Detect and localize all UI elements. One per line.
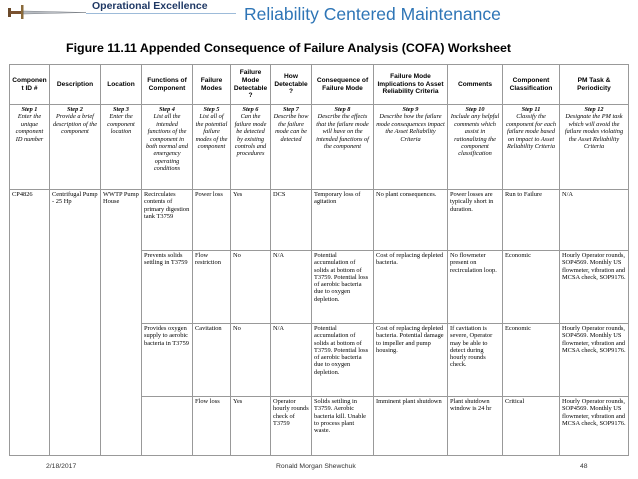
comments-cell: Plant shutdown window is 24 hr bbox=[448, 397, 503, 456]
consequence-cell: Temporary loss of agitation bbox=[312, 190, 374, 251]
brand-label: Operational Excellence bbox=[92, 0, 208, 12]
step-cell: Step 11 Classify the component for each failure mode based on impact to Asset Reliability Criteria bbox=[503, 105, 560, 190]
function-cell bbox=[142, 397, 193, 456]
function-cell: Prevents solids settling in T3759 bbox=[142, 251, 193, 324]
col-header: Component ID # bbox=[10, 65, 50, 105]
how-detectable-cell: Operator hourly rounds check of T3759 bbox=[271, 397, 312, 456]
implications-cell: Imminent plant shutdown bbox=[374, 397, 448, 456]
pm-task-cell: Hourly Operator rounds, SOP4569. Monthly US flowmeter, vibration and MCSA check, SOP9176. bbox=[560, 397, 629, 456]
step-cell: Step 5 List all of the potential failure modes of the component bbox=[193, 105, 231, 190]
step-cell: Step 12 Designate the PM task which will avoid the failure modes violating the Asset Reliability Criteria bbox=[560, 105, 629, 190]
detectable-cell: No bbox=[231, 251, 271, 324]
function-cell: Provides oxygen supply to aerobic bacteria in T3759 bbox=[142, 324, 193, 397]
consequence-cell: Solids settling in T3759. Aerobic bacteria kill. Unable to process plant waste. bbox=[312, 397, 374, 456]
step-cell: Step 10 Include any helpful comments which assist in rationalizing the component classification bbox=[448, 105, 503, 190]
col-header: Comments bbox=[448, 65, 503, 105]
classification-cell: Economic bbox=[503, 251, 560, 324]
col-header: Location bbox=[101, 65, 142, 105]
failure-mode-cell: Flow restriction bbox=[193, 251, 231, 324]
function-cell: Recirculates contents of primary digestion tank T3759 bbox=[142, 190, 193, 251]
step-cell: Step 3 Enter the component location bbox=[101, 105, 142, 190]
classification-cell: Run to Failure bbox=[503, 190, 560, 251]
col-header: Failure Modes bbox=[193, 65, 231, 105]
failure-mode-cell: Flow loss bbox=[193, 397, 231, 456]
component-location-cell: WWTP Pump House bbox=[101, 190, 142, 456]
pm-task-cell: Hourly Operator rounds, SOP4569. Monthly US flowmeter, vibration and MCSA check, SOP9176. bbox=[560, 251, 629, 324]
detectable-cell: Yes bbox=[231, 397, 271, 456]
steps-row bbox=[10, 105, 629, 190]
step-cell: Step 6 Can the failure mode be detected by existing controls and procedures bbox=[231, 105, 271, 190]
col-header: Consequence of Failure Mode bbox=[312, 65, 374, 105]
figure-title: Figure 11.11 Appended Consequence of Failure Analysis (COFA) Worksheet bbox=[66, 41, 512, 55]
step-cell: Step 2 Provide a brief description of the component bbox=[50, 105, 101, 190]
table-row bbox=[10, 190, 629, 251]
col-header: Failure Mode Implications to Asset Reliability Criteria bbox=[374, 65, 448, 105]
how-detectable-cell: N/A bbox=[271, 324, 312, 397]
footer-author: Ronald Morgan Shewchuk bbox=[276, 463, 356, 470]
implications-cell: No plant consequences. bbox=[374, 190, 448, 251]
component-description-cell: Centrifugal Pump - 25 Hp bbox=[50, 190, 101, 456]
component-id-cell: CP4826 bbox=[10, 190, 50, 456]
cofa-worksheet-table bbox=[9, 64, 629, 456]
col-header: PM Task & Periodicity bbox=[560, 65, 629, 105]
pm-task-cell: Hourly Operator rounds, SOP4569. Monthly US flowmeter, vibration and MCSA check, SOP9176. bbox=[560, 324, 629, 397]
col-header: Component Classification bbox=[503, 65, 560, 105]
failure-mode-cell: Cavitation bbox=[193, 324, 231, 397]
col-header: Failure Mode Detectable? bbox=[231, 65, 271, 105]
step-cell: Step 8 Describe the effects that the failure mode will have on the intended functions of the component bbox=[312, 105, 374, 190]
comments-cell: If cavitation is severe, Operator may be able to detect during hourly rounds check. bbox=[448, 324, 503, 397]
pm-task-cell: N/A bbox=[560, 190, 629, 251]
failure-mode-cell: Power loss bbox=[193, 190, 231, 251]
step-cell: Step 9 Describe how the failure mode consequences impact the Asset Reliability Criteria bbox=[374, 105, 448, 190]
consequence-cell: Potential accumulation of solids at bottom of T3759. Potential loss of aerobic bacteria due to oxygen depletion. bbox=[312, 251, 374, 324]
classification-cell: Critical bbox=[503, 397, 560, 456]
detectable-cell: Yes bbox=[231, 190, 271, 251]
sword-icon bbox=[6, 2, 88, 22]
col-header: How Detectable? bbox=[271, 65, 312, 105]
header-row bbox=[10, 65, 629, 105]
brand-underline bbox=[86, 13, 236, 14]
consequence-cell: Potential accumulation of solids at bottom of T3759. Potential loss of aerobic bacteria due to oxygen depletion. bbox=[312, 324, 374, 397]
comments-cell: No flowmeter present on recirculation loop. bbox=[448, 251, 503, 324]
page-title: Reliability Centered Maintenance bbox=[244, 4, 501, 24]
implications-cell: Cost of replacing depleted bacteria. bbox=[374, 251, 448, 324]
step-cell: Step 1 Enter the unique component ID number bbox=[10, 105, 50, 190]
col-header: Description bbox=[50, 65, 101, 105]
footer-date: 2/18/2017 bbox=[46, 463, 77, 470]
step-cell: Step 7 Describe how the failure mode can be detected bbox=[271, 105, 312, 190]
implications-cell: Cost of replacing depleted bacteria. Potential damage to impeller and pump housing. bbox=[374, 324, 448, 397]
col-header: Functions of Component bbox=[142, 65, 193, 105]
how-detectable-cell: DCS bbox=[271, 190, 312, 251]
step-cell: Step 4 List all the intended functions of the component in both normal and emergency operating conditions bbox=[142, 105, 193, 190]
how-detectable-cell: N/A bbox=[271, 251, 312, 324]
detectable-cell: No bbox=[231, 324, 271, 397]
comments-cell: Power losses are typically short in duration. bbox=[448, 190, 503, 251]
classification-cell: Economic bbox=[503, 324, 560, 397]
footer-page-number: 48 bbox=[580, 463, 588, 470]
